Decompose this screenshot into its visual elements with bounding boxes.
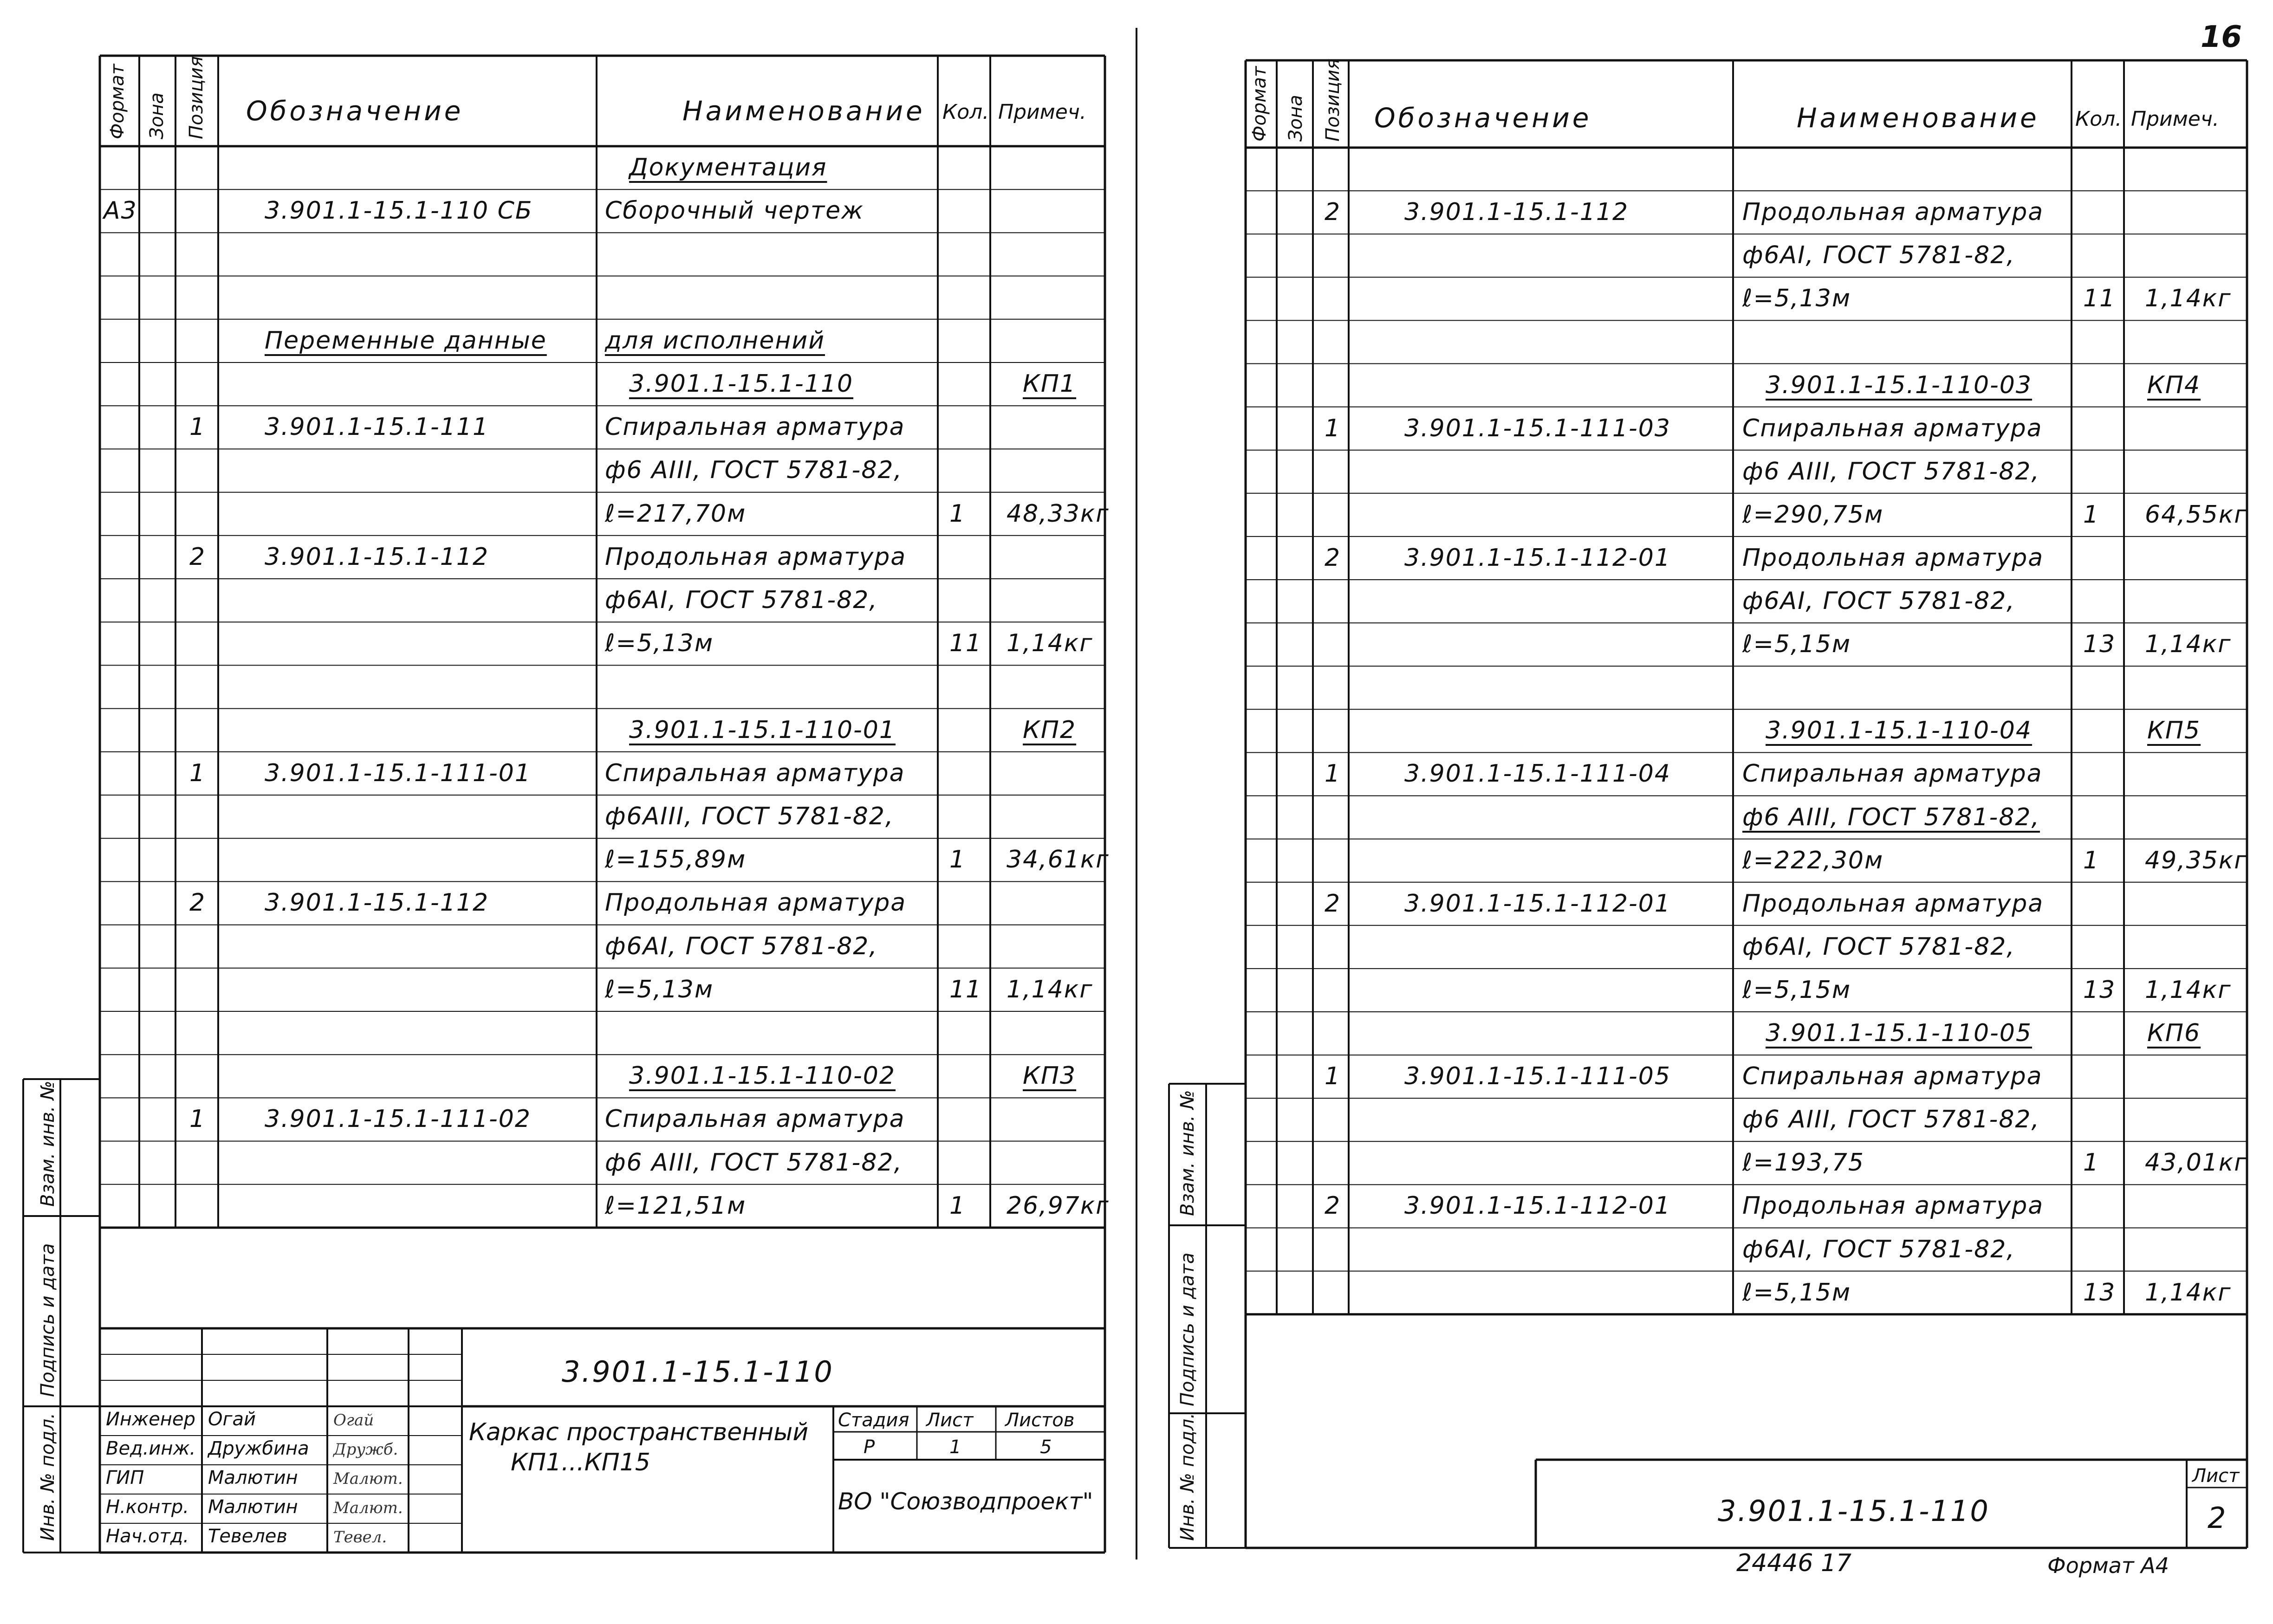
right-row-qty: 11 xyxy=(2083,285,2116,313)
left-row-name: ф6 АIII, ГОСТ 5781-82, xyxy=(605,456,903,485)
right-hdr-format: Формат xyxy=(1249,66,1270,142)
left-row-qty: 11 xyxy=(949,975,982,1003)
right-row-designation: 3.901.1-15.1-111-05 xyxy=(1404,1062,1671,1091)
left-row-position: 1 xyxy=(189,759,206,787)
person-role: Инженер xyxy=(106,1409,195,1430)
left-row-name: ℓ=155,89м xyxy=(605,846,747,874)
left-row-name: ф6 АIII, ГОСТ 5781-82, xyxy=(605,1148,903,1177)
right-row-name: Продольная арматура xyxy=(1742,543,2044,572)
right-row-qty: 13 xyxy=(2083,630,2116,659)
right-row-name: 3.901.1-15.1-110-04 xyxy=(1766,717,2032,745)
right-side-inv-label: Инв. № подл. xyxy=(1177,1413,1198,1541)
title-block-sheet: 1 xyxy=(949,1436,961,1458)
right-row-name: ℓ=5,15м xyxy=(1742,976,1851,1004)
title-block-org: ВО "Союзводпроект" xyxy=(838,1488,1093,1515)
right-row-note: КП5 xyxy=(2147,717,2201,745)
right-row-qty: 13 xyxy=(2083,976,2116,1004)
right-row-note: КП6 xyxy=(2147,1019,2201,1047)
page-number: 16 xyxy=(2201,20,2242,54)
right-row-name: ф6АI, ГОСТ 5781-82, xyxy=(1742,587,2015,615)
left-row-qty: 1 xyxy=(949,1191,966,1220)
person-name: Дружбина xyxy=(208,1438,309,1459)
left-row-name: Спиральная арматура xyxy=(605,759,905,787)
left-row-name: Продольная арматура xyxy=(605,543,907,571)
title-block-title-line1: Каркас пространственный xyxy=(469,1418,809,1446)
person-name: Малютин xyxy=(208,1467,298,1488)
left-row-name: ℓ=5,13м xyxy=(605,975,714,1003)
left-row-position: 1 xyxy=(189,1105,206,1133)
left-side-inv-label: Инв. № подл. xyxy=(37,1413,58,1541)
person-role: ГИП xyxy=(106,1467,144,1488)
title-block-sheet-label: Лист xyxy=(926,1410,974,1431)
right-row-designation: 3.901.1-15.1-112-01 xyxy=(1404,1192,1671,1220)
left-row-designation: 3.901.1-15.1-111-01 xyxy=(265,759,531,787)
right-row-name: Спиральная арматура xyxy=(1742,1062,2043,1091)
right-row-name: ф6АI, ГОСТ 5781-82, xyxy=(1742,1235,2015,1263)
left-row-name: 3.901.1-15.1-110-01 xyxy=(629,716,896,744)
person-role: Нач.отд. xyxy=(106,1526,189,1547)
left-row-name: Продольная арматура xyxy=(605,889,907,917)
left-row-name: Документация xyxy=(629,154,827,181)
title-block-sheets-label: Листов xyxy=(1005,1410,1075,1431)
right-row-position: 1 xyxy=(1325,1062,1341,1091)
right-row-name: Продольная арматура xyxy=(1742,889,2044,918)
stamp-number: 24446 17 xyxy=(1736,1549,1852,1577)
title-block-sheets: 5 xyxy=(1040,1436,1052,1458)
left-hdr-position: Позиция xyxy=(186,56,207,139)
right-row-designation: 3.901.1-15.1-112 xyxy=(1404,198,1629,226)
right-row-name: ℓ=290,75м xyxy=(1742,500,1884,529)
left-row-name: ф6АI, ГОСТ 5781-82, xyxy=(605,586,878,614)
right-row-name: Продольная арматура xyxy=(1742,198,2044,226)
left-row-name: ф6АIII, ГОСТ 5781-82, xyxy=(605,802,894,830)
left-row-name: ℓ=121,51м xyxy=(605,1191,747,1220)
title-block-code: 3.901.1-15.1-110 xyxy=(562,1355,834,1389)
left-row-position: 2 xyxy=(189,889,206,917)
left-row-designation: 3.901.1-15.1-110 СБ xyxy=(265,197,533,225)
right-row-designation: 3.901.1-15.1-112-01 xyxy=(1404,889,1671,918)
left-row-note: 1,14кг xyxy=(1007,975,1093,1003)
left-row-qty: 11 xyxy=(949,629,982,658)
right-row-name: ℓ=5,13м xyxy=(1742,285,1851,313)
right-row-position: 2 xyxy=(1325,543,1341,572)
right-hdr-designation: Обозначение xyxy=(1374,102,1592,134)
person-signature: Огай xyxy=(333,1411,374,1430)
right-row-name: ф6АI, ГОСТ 5781-82, xyxy=(1742,932,2015,961)
right-row-name: Спиральная арматура xyxy=(1742,760,2043,788)
title-block-title-line2: КП1...КП15 xyxy=(511,1449,650,1476)
right-row-note: 64,55кг xyxy=(2145,500,2248,529)
right-hdr-note: Примеч. xyxy=(2131,107,2219,131)
right-hdr-position: Позиция xyxy=(1322,58,1344,142)
left-row-name: 3.901.1-15.1-110-02 xyxy=(629,1062,896,1090)
right-row-name: ℓ=222,30м xyxy=(1742,846,1884,874)
left-row-qty: 1 xyxy=(949,499,966,528)
left-row-name: для исполнений xyxy=(605,326,825,355)
left-row-name: ℓ=217,70м xyxy=(605,499,747,528)
person-signature: Тевел. xyxy=(333,1528,387,1546)
right-row-note: 1,14кг xyxy=(2145,285,2232,313)
right-row-note: 1,14кг xyxy=(2145,630,2232,659)
person-signature: Дружб. xyxy=(333,1440,398,1459)
right-row-qty: 1 xyxy=(2083,846,2100,874)
right-hdr-name: Наименование xyxy=(1797,102,2039,134)
left-row-name: 3.901.1-15.1-110 xyxy=(629,370,854,398)
left-hdr-name: Наименование xyxy=(682,95,925,127)
title-block-stage-label: Стадия xyxy=(838,1410,909,1431)
left-row-position: 2 xyxy=(189,543,206,571)
right-hdr-zone: Зона xyxy=(1285,95,1306,142)
left-row-format: А3 xyxy=(104,197,137,225)
left-row-position: 1 xyxy=(189,413,206,441)
right-row-designation: 3.901.1-15.1-112-01 xyxy=(1404,543,1671,572)
right-row-qty: 1 xyxy=(2083,1149,2100,1177)
right-row-name: Спиральная арматура xyxy=(1742,414,2043,442)
left-row-note: 26,97кг xyxy=(1007,1191,1110,1220)
right-row-name: ф6 АIII, ГОСТ 5781-82, xyxy=(1742,1106,2040,1134)
right-side-vzam-label: Взам. инв. № xyxy=(1177,1090,1198,1216)
left-hdr-designation: Обозначение xyxy=(246,95,464,127)
right-footer-sheet-label: Лист xyxy=(2192,1465,2240,1487)
right-row-name: ф6АI, ГОСТ 5781-82, xyxy=(1742,241,2015,270)
person-signature: Малют. xyxy=(333,1499,403,1517)
right-hdr-qty: Кол. xyxy=(2075,107,2122,131)
left-row-designation: 3.901.1-15.1-111-02 xyxy=(265,1105,531,1133)
left-hdr-format: Формат xyxy=(107,64,128,139)
right-row-note: КП4 xyxy=(2147,371,2201,399)
right-row-note: 43,01кг xyxy=(2145,1149,2248,1177)
right-row-position: 1 xyxy=(1325,414,1341,442)
left-row-designation: Переменные данные xyxy=(265,326,547,355)
right-row-position: 2 xyxy=(1325,1192,1341,1220)
left-row-qty: 1 xyxy=(949,846,966,874)
title-block-stage: Р xyxy=(864,1436,875,1458)
right-row-name: ℓ=5,15м xyxy=(1742,630,1851,659)
right-footer-sheet: 2 xyxy=(2208,1501,2226,1535)
right-side-podpis-label: Подпись и дата xyxy=(1177,1252,1198,1406)
right-row-name: Продольная арматура xyxy=(1742,1192,2044,1220)
left-row-note: КП1 xyxy=(1023,370,1077,398)
left-row-name: ф6АI, ГОСТ 5781-82, xyxy=(605,932,878,960)
person-name: Огай xyxy=(208,1409,256,1430)
person-role: Вед.инж. xyxy=(106,1438,196,1459)
right-row-position: 2 xyxy=(1325,889,1341,918)
right-row-name: ф6 АIII, ГОСТ 5781-82, xyxy=(1742,457,2040,485)
left-row-name: ℓ=5,13м xyxy=(605,629,714,658)
left-row-name: Спиральная арматура xyxy=(605,1105,905,1133)
left-side-podpis-label: Подпись и дата xyxy=(37,1243,58,1397)
right-row-note: 49,35кг xyxy=(2145,846,2248,874)
right-row-note: 1,14кг xyxy=(2145,1278,2232,1307)
right-row-name: 3.901.1-15.1-110-05 xyxy=(1766,1019,2032,1047)
left-row-note: 1,14кг xyxy=(1007,629,1093,658)
right-row-name: ℓ=5,15м xyxy=(1742,1278,1851,1307)
right-row-qty: 13 xyxy=(2083,1278,2116,1307)
left-row-designation: 3.901.1-15.1-112 xyxy=(265,543,489,571)
right-row-name: ℓ=193,75 xyxy=(1742,1149,1864,1177)
right-row-position: 1 xyxy=(1325,760,1341,788)
left-hdr-zone: Зона xyxy=(146,92,168,139)
left-hdr-qty: Кол. xyxy=(942,100,989,124)
right-row-name: 3.901.1-15.1-110-03 xyxy=(1766,371,2032,399)
right-row-qty: 1 xyxy=(2083,500,2100,529)
person-name: Тевелев xyxy=(208,1526,287,1547)
left-row-note: 34,61кг xyxy=(1007,846,1110,874)
left-row-designation: 3.901.1-15.1-112 xyxy=(265,889,489,917)
left-row-note: КП3 xyxy=(1023,1062,1077,1090)
right-row-designation: 3.901.1-15.1-111-03 xyxy=(1404,414,1671,442)
right-row-position: 2 xyxy=(1325,198,1341,226)
left-hdr-note: Примеч. xyxy=(998,100,1086,124)
left-row-designation: 3.901.1-15.1-111 xyxy=(265,413,489,441)
left-row-note: КП2 xyxy=(1023,716,1077,744)
right-row-note: 1,14кг xyxy=(2145,976,2232,1004)
person-name: Малютин xyxy=(208,1496,298,1518)
left-row-note: 48,33кг xyxy=(1007,499,1110,528)
left-row-name: Спиральная арматура xyxy=(605,413,905,441)
person-role: Н.контр. xyxy=(106,1496,189,1518)
right-row-name: ф6 АIII, ГОСТ 5781-82, xyxy=(1742,803,2040,831)
left-row-name: Сборочный чертеж xyxy=(605,197,864,225)
right-row-designation: 3.901.1-15.1-111-04 xyxy=(1404,760,1671,788)
person-signature: Малют. xyxy=(333,1469,403,1488)
left-side-vzam-label: Взам. инв. № xyxy=(37,1081,58,1207)
format-label: Формат А4 xyxy=(2047,1553,2169,1578)
right-footer-code: 3.901.1-15.1-110 xyxy=(1718,1494,1990,1528)
